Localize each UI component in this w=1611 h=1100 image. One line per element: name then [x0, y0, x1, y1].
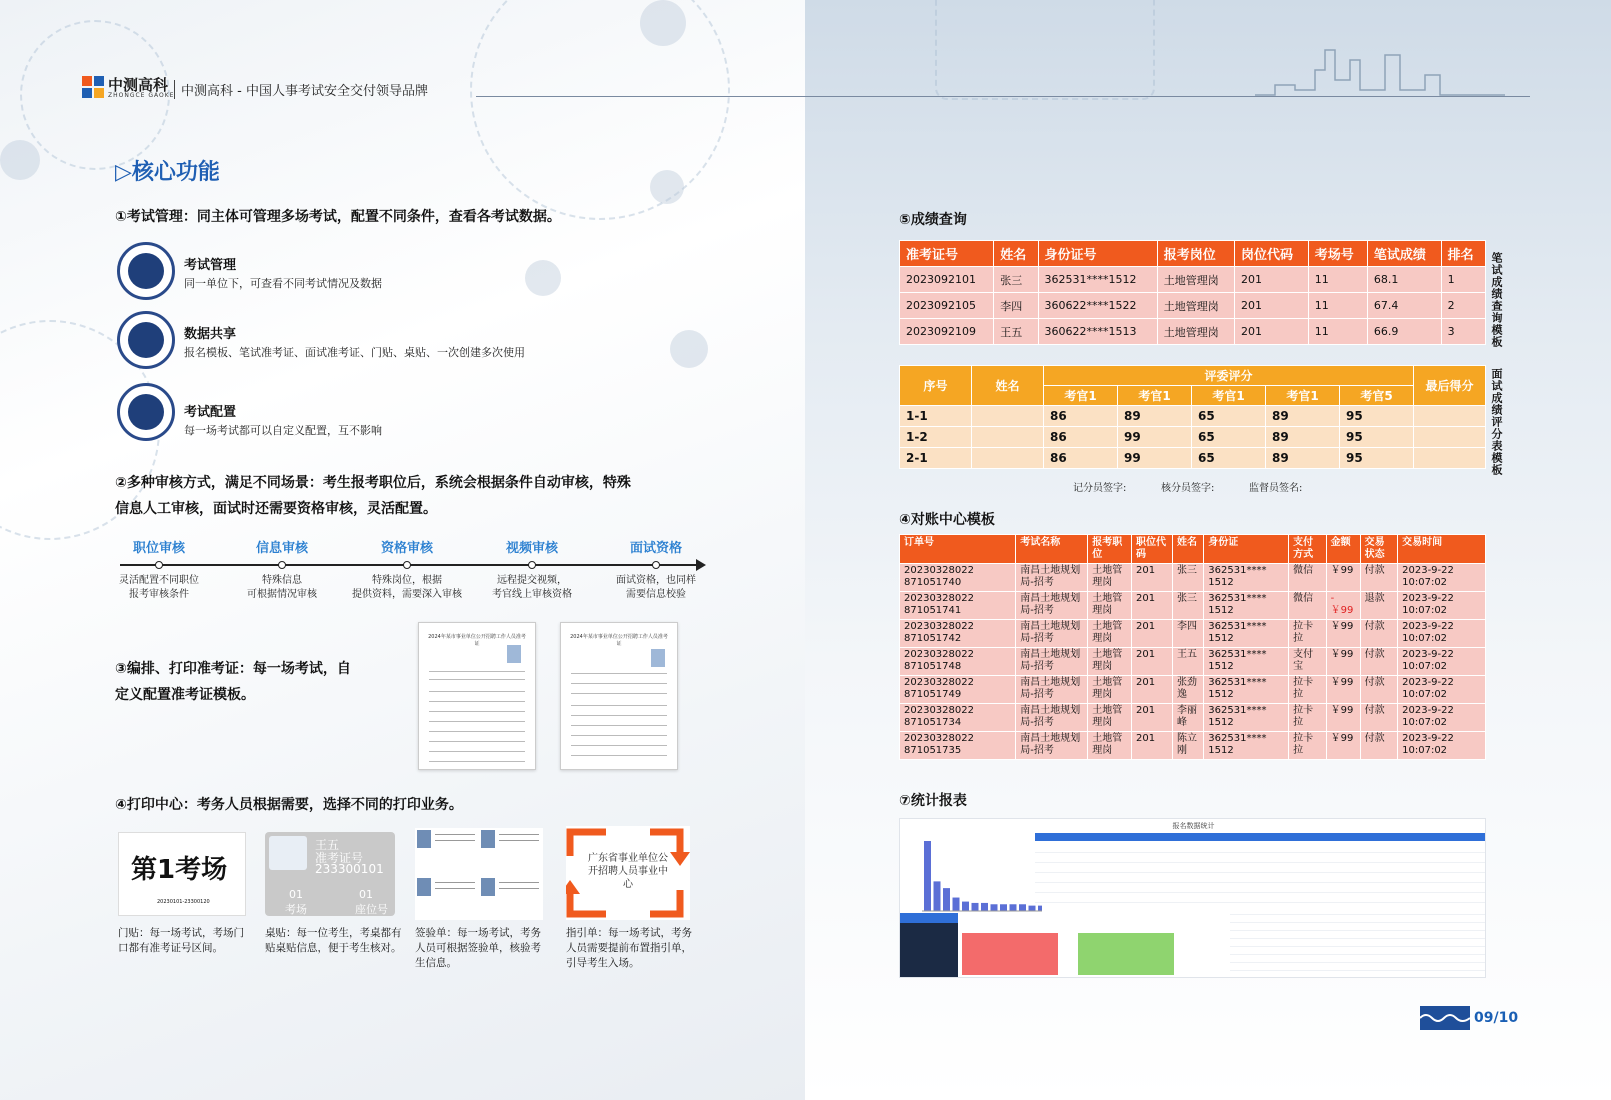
- timeline-label: 资格审核: [380, 541, 433, 556]
- table-cell: 土地管理岗: [1088, 620, 1132, 648]
- bar: [953, 898, 960, 911]
- table-cell: 362531**** 1512: [1204, 620, 1289, 648]
- table-cell: 张三: [1172, 564, 1203, 592]
- table-cell: 南昌土地规划局-招考: [1016, 732, 1088, 760]
- table-cell: 86: [1044, 448, 1118, 469]
- section-heading-report: ⑦统计报表: [899, 793, 967, 809]
- section-heading-reconcile: ④对账中心模板: [899, 512, 995, 528]
- table-cell: 南昌土地规划局-招考: [1016, 564, 1088, 592]
- col-header: 报考岗位: [1157, 241, 1234, 267]
- table-cell: 20230328022 871051742: [900, 620, 1016, 648]
- bar: [1038, 906, 1042, 911]
- table-cell: 65: [1192, 406, 1266, 427]
- table-cell: 65: [1192, 427, 1266, 448]
- bar: [1029, 906, 1036, 911]
- table-cell: 李丽峰: [1172, 704, 1203, 732]
- col-header: 准考证号: [900, 241, 994, 267]
- table-cell: 微信: [1289, 592, 1327, 620]
- bar: [924, 841, 931, 911]
- timeline-dot: [278, 561, 286, 569]
- table-cell: 土地管理岗: [1157, 319, 1234, 345]
- logo-icon: [82, 76, 104, 98]
- mail-node-icon: [650, 170, 684, 204]
- table-cell: 20230328022 871051734: [900, 704, 1016, 732]
- table-cell: 微信: [1289, 564, 1327, 592]
- paragraph-1: ①考试管理：同主体可管理多场考试，配置不同条件，查看各考试数据。: [115, 209, 561, 225]
- table-cell: [972, 427, 1044, 448]
- table-cell: 65: [1192, 448, 1266, 469]
- bar: [934, 881, 941, 911]
- timeline-label: 视频审核: [505, 541, 558, 556]
- feature-title: 数据共享: [184, 327, 237, 342]
- table-cell: 张劲逸: [1172, 676, 1203, 704]
- signature-label: 核分员签字:: [1161, 483, 1215, 494]
- table-cell: ￥99: [1326, 648, 1360, 676]
- table-cell: 201: [1131, 592, 1172, 620]
- table-cell: 拉卡拉: [1289, 620, 1327, 648]
- user-node-icon: [0, 140, 40, 180]
- bar: [1010, 904, 1017, 911]
- table-cell: 2: [1441, 293, 1485, 319]
- table-cell: 2023-9-22 10:07:02: [1398, 732, 1486, 760]
- door-sign-card: [118, 832, 246, 916]
- paragraph-4: ④打印中心：考务人员根据需要，选择不同的打印业务。: [115, 797, 463, 813]
- table-cell: 李四: [1172, 620, 1203, 648]
- timeline-dot: [528, 561, 536, 569]
- table-cell: 王五: [1172, 648, 1203, 676]
- header-tagline: 中测高科 - 中国人事考试安全交付领导品牌: [174, 80, 428, 99]
- table-cell: 201: [1131, 648, 1172, 676]
- bar: [1000, 904, 1007, 911]
- col-header: 考官5: [1340, 386, 1414, 406]
- city-skyline-icon: [1255, 40, 1505, 100]
- table-cell: 11: [1308, 267, 1367, 293]
- col-header: 序号: [900, 366, 972, 406]
- table-cell: 362531**** 1512: [1204, 592, 1289, 620]
- table-cell: 1-1: [900, 406, 972, 427]
- table-cell: 201: [1234, 319, 1308, 345]
- table-cell: 拉卡拉: [1289, 676, 1327, 704]
- table-cell: [1414, 448, 1486, 469]
- wave-logo-icon: [1420, 1006, 1470, 1030]
- table-cell: 土地管理岗: [1088, 676, 1132, 704]
- caption-desk-sign: 桌贴：每一位考生，考桌都有 贴桌贴信息，便于考生核对。: [265, 927, 402, 954]
- header-divider: [476, 96, 1530, 97]
- table-row: [900, 564, 1486, 592]
- col-header: 考试名称: [1016, 535, 1088, 564]
- col-header: 交易状态: [1360, 535, 1398, 564]
- table-cell: 86: [1044, 406, 1118, 427]
- table-cell: 王五: [994, 319, 1038, 345]
- table-row: [900, 319, 1486, 345]
- table-cell: 201: [1131, 564, 1172, 592]
- table-cell: 2023-9-22 10:07:02: [1398, 592, 1486, 620]
- col-header: 考官1: [1266, 386, 1340, 406]
- report-block-green: [1078, 933, 1174, 975]
- table-cell: 南昌土地规划局-招考: [1016, 592, 1088, 620]
- brand-name: 中测高科: [108, 76, 169, 94]
- table-cell: 付款: [1360, 564, 1398, 592]
- table-cell: 2023-9-22 10:07:02: [1398, 564, 1486, 592]
- col-header: 金额: [1326, 535, 1360, 564]
- section-title: ▷核心功能: [115, 160, 220, 185]
- table-cell: 张三: [1172, 592, 1203, 620]
- table-row: [900, 427, 1486, 448]
- table-cell: 20230328022 871051749: [900, 676, 1016, 704]
- table-cell: 付款: [1360, 704, 1398, 732]
- photo-icon: [417, 878, 431, 896]
- col-header: 身份证号: [1038, 241, 1157, 267]
- bar: [972, 903, 979, 911]
- paragraph-2-line2: 信息人工审核，面试时还需要资格审核，灵活配置。: [115, 501, 437, 517]
- table-cell: 张三: [994, 267, 1038, 293]
- paragraph-3-line2: 定义配置准考证模板。: [115, 687, 255, 703]
- reconcile-table: [899, 534, 1486, 760]
- col-header: 最后得分: [1414, 366, 1486, 406]
- desk-sign-card: 王五 准考证号 233300101 01 考场 01 座位号: [265, 832, 395, 916]
- report-table-header: [1035, 833, 1485, 841]
- table-cell: 362531**** 1512: [1204, 732, 1289, 760]
- caption-sign-in: 签验单：每一场考试，考务 人员可根据签验单，核验考 生信息。: [415, 927, 541, 969]
- bar: [981, 903, 988, 911]
- brand-subtitle: ZHONGCE GAOKE: [108, 92, 175, 99]
- report-sidebar-active: [900, 913, 958, 923]
- table-cell: 86: [1044, 427, 1118, 448]
- bar: [943, 888, 950, 911]
- table-cell: 李四: [994, 293, 1038, 319]
- timeline-label: 信息审核: [255, 541, 308, 556]
- table-row: [900, 704, 1486, 732]
- table-cell: 退款: [1360, 592, 1398, 620]
- door-sign-range: 20230101-23300120: [157, 899, 210, 905]
- table-cell: 201: [1131, 620, 1172, 648]
- timeline-desc: 特殊岗位，根据 提供资料，需要深入审核: [352, 575, 462, 600]
- table-row: [900, 732, 1486, 760]
- table-row: [900, 406, 1486, 427]
- col-header: 考场号: [1308, 241, 1367, 267]
- table-cell: [1414, 427, 1486, 448]
- table-cell: 土地管理岗: [1088, 592, 1132, 620]
- table-cell: 67.4: [1367, 293, 1441, 319]
- table-cell: 360622****1522: [1038, 293, 1157, 319]
- table-cell: 201: [1131, 704, 1172, 732]
- document-icon: [117, 311, 175, 369]
- timeline-label: 面试资格: [629, 541, 682, 556]
- col-header: 笔试成绩: [1367, 241, 1441, 267]
- table-cell: 201: [1234, 293, 1308, 319]
- col-header: 姓名: [972, 366, 1044, 406]
- bar: [962, 902, 969, 911]
- table-cell: 付款: [1360, 648, 1398, 676]
- arrow-right-icon: [696, 559, 706, 571]
- sign-in-sheet-card: [415, 828, 543, 920]
- table-cell: 362531**** 1512: [1204, 704, 1289, 732]
- col-header: 岗位代码: [1234, 241, 1308, 267]
- table-cell: 拉卡拉: [1289, 704, 1327, 732]
- score-table: [899, 240, 1486, 345]
- table-cell: 11: [1308, 319, 1367, 345]
- col-header: 交易时间: [1398, 535, 1486, 564]
- table-cell: 支付宝: [1289, 648, 1327, 676]
- table-cell: -￥99: [1326, 592, 1360, 620]
- side-label-written: 笔试成绩查询模板: [1490, 252, 1503, 348]
- signature-label: 监督员签名:: [1249, 483, 1303, 494]
- table-cell: 2023-9-22 10:07:02: [1398, 676, 1486, 704]
- table-cell: 土地管理岗: [1088, 564, 1132, 592]
- table-cell: 11: [1308, 293, 1367, 319]
- bar-chart: [902, 831, 1042, 916]
- table-cell: 20230328022 871051740: [900, 564, 1016, 592]
- table-cell: 土地管理岗: [1157, 293, 1234, 319]
- table-cell: 1-2: [900, 427, 972, 448]
- timeline-desc: 特殊信息 可根据情况审核: [247, 575, 317, 600]
- table-cell: 土地管理岗: [1157, 267, 1234, 293]
- table-row: [900, 648, 1486, 676]
- paragraph-3-line1: ③编排、打印准考证：每一场考试，自: [115, 661, 351, 677]
- route-icon: [117, 242, 175, 300]
- col-header: 姓名: [1172, 535, 1203, 564]
- table-cell: 付款: [1360, 732, 1398, 760]
- table-cell: 99: [1118, 427, 1192, 448]
- feature-title: 考试配置: [184, 405, 237, 420]
- col-header: 订单号: [900, 535, 1016, 564]
- guide-sign-text: 广东省事业单位公开招聘人员事业中心: [588, 853, 668, 890]
- table-row: [900, 293, 1486, 319]
- photo-icon: [651, 649, 665, 667]
- table-cell: 拉卡拉: [1289, 732, 1327, 760]
- report-block-red: [962, 933, 1058, 975]
- col-header: 身份证: [1204, 535, 1289, 564]
- table-cell: 360622****1513: [1038, 319, 1157, 345]
- table-cell: 2023092109: [900, 319, 994, 345]
- table-cell: 南昌土地规划局-招考: [1016, 704, 1088, 732]
- table-cell: 20230328022 871051748: [900, 648, 1016, 676]
- table-cell: 3: [1441, 319, 1485, 345]
- table-cell: 2023-9-22 10:07:02: [1398, 620, 1486, 648]
- paragraph-2-line1: ②多种审核方式，满足不同场景：考生报考职位后，系统会根据条件自动审核，特殊: [115, 475, 631, 491]
- col-header: 考官1: [1118, 386, 1192, 406]
- table-cell: ￥99: [1326, 564, 1360, 592]
- table-cell: 95: [1340, 406, 1414, 427]
- table-cell: 土地管理岗: [1088, 648, 1132, 676]
- user-node-icon: [670, 330, 708, 368]
- page-number: 09/10: [1474, 1010, 1519, 1026]
- table-cell: 2023092101: [900, 267, 994, 293]
- section-heading-scores: ⑤成绩查询: [899, 212, 967, 228]
- table-cell: 2023-9-22 10:07:02: [1398, 648, 1486, 676]
- timeline-desc: 面试资格，也同样 需要信息校验: [616, 575, 696, 600]
- table-cell: 99: [1118, 448, 1192, 469]
- table-cell: 89: [1266, 427, 1340, 448]
- table-cell: 付款: [1360, 620, 1398, 648]
- table-cell: 南昌土地规划局-招考: [1016, 620, 1088, 648]
- table-cell: 201: [1234, 267, 1308, 293]
- timeline-dot: [403, 561, 411, 569]
- report-title: 报名数据统计: [1172, 822, 1215, 830]
- col-header: 支付方式: [1289, 535, 1327, 564]
- table-cell: 土地管理岗: [1088, 732, 1132, 760]
- table-cell: 201: [1131, 676, 1172, 704]
- table-cell: 362531**** 1512: [1204, 648, 1289, 676]
- timeline-desc: 远程提交视频， 考官线上审核资格: [492, 575, 572, 600]
- table-cell: [972, 406, 1044, 427]
- table-cell: 68.1: [1367, 267, 1441, 293]
- photo-icon: [507, 645, 521, 663]
- table-row: [900, 448, 1486, 469]
- table-cell: 95: [1340, 427, 1414, 448]
- table-cell: 89: [1266, 448, 1340, 469]
- user-node-icon: [640, 0, 686, 46]
- interview-score-table: [899, 365, 1486, 469]
- table-cell: 南昌土地规划局-招考: [1016, 676, 1088, 704]
- table-cell: 89: [1266, 406, 1340, 427]
- feature-desc: 报名模板、笔试准考证、面试准考证、门贴、桌贴、一次创建多次使用: [184, 346, 525, 359]
- table-cell: 201: [1131, 732, 1172, 760]
- guide-sign-card: [566, 826, 690, 920]
- avatar: [269, 836, 307, 870]
- table-cell: 土地管理岗: [1088, 704, 1132, 732]
- table-row: [900, 267, 1486, 293]
- admission-ticket-thumbnail: 2024年某市事业单位公开招聘工作人员准考证: [560, 622, 678, 770]
- col-header: 考官1: [1192, 386, 1266, 406]
- table-cell: 362531**** 1512: [1204, 564, 1289, 592]
- table-row: [900, 592, 1486, 620]
- table-cell: 南昌土地规划局-招考: [1016, 648, 1088, 676]
- table-cell: 20230328022 871051741: [900, 592, 1016, 620]
- caption-door-sign: 门贴：每一场考试，考场门 口都有准考证号区间。: [118, 927, 244, 954]
- table-cell: ￥99: [1326, 704, 1360, 732]
- col-header: 报考职位: [1088, 535, 1132, 564]
- report-table-2: [1230, 907, 1485, 977]
- feature-title: 考试管理: [184, 258, 237, 273]
- timeline-desc: 灵活配置不同职位 报考审核条件: [119, 575, 199, 600]
- report-table-body: [1035, 843, 1485, 903]
- timeline-dot: [155, 561, 163, 569]
- pie-chart-icon: [117, 383, 175, 441]
- table-cell: 2023092105: [900, 293, 994, 319]
- photo-icon: [481, 830, 495, 848]
- table-cell: ￥99: [1326, 732, 1360, 760]
- side-label-interview: 面试成绩评分表模板: [1490, 368, 1503, 476]
- table-cell: 付款: [1360, 676, 1398, 704]
- admission-ticket-thumbnail: 2024年某市事业单位公开招聘工作人员准考证: [418, 622, 536, 770]
- feature-desc: 同一单位下，可查看不同考试情况及数据: [184, 277, 382, 290]
- table-cell: 2023-9-22 10:07:02: [1398, 704, 1486, 732]
- table-row: [900, 676, 1486, 704]
- col-header: 评委评分: [1044, 366, 1414, 386]
- bar: [1019, 904, 1026, 911]
- statistics-report: [899, 818, 1486, 978]
- col-header: 排名: [1441, 241, 1485, 267]
- table-cell: 362531**** 1512: [1204, 676, 1289, 704]
- table-cell: ￥99: [1326, 676, 1360, 704]
- table-cell: [1414, 406, 1486, 427]
- bar: [991, 904, 998, 911]
- caption-guide-sign: 指引单：每一场考试，考务 人员需要提前布置指引单， 引导考生入场。: [566, 927, 692, 969]
- table-cell: 20230328022 871051735: [900, 732, 1016, 760]
- col-header: 考官1: [1044, 386, 1118, 406]
- photo-icon: [481, 878, 495, 896]
- col-header: 职位代码: [1131, 535, 1172, 564]
- table-cell: 89: [1118, 406, 1192, 427]
- timeline-label: 职位审核: [132, 541, 185, 556]
- table-cell: 陈立刚: [1172, 732, 1203, 760]
- table-cell: 362531****1512: [1038, 267, 1157, 293]
- door-sign-text: 第1考场: [131, 855, 228, 885]
- user-node-icon: [525, 260, 561, 296]
- photo-icon: [417, 830, 431, 848]
- table-cell: ￥99: [1326, 620, 1360, 648]
- signature-label: 记分员签字:: [1073, 483, 1127, 494]
- decor-ring: [470, 0, 730, 220]
- table-row: [900, 620, 1486, 648]
- feature-desc: 每一场考试都可以自定义配置，互不影响: [184, 424, 382, 437]
- col-header: 姓名: [994, 241, 1038, 267]
- decor-monitor-icon: [935, 0, 1155, 100]
- timeline-dot: [652, 561, 660, 569]
- table-cell: 66.9: [1367, 319, 1441, 345]
- table-cell: [972, 448, 1044, 469]
- table-cell: 2-1: [900, 448, 972, 469]
- table-cell: 1: [1441, 267, 1485, 293]
- table-cell: 95: [1340, 448, 1414, 469]
